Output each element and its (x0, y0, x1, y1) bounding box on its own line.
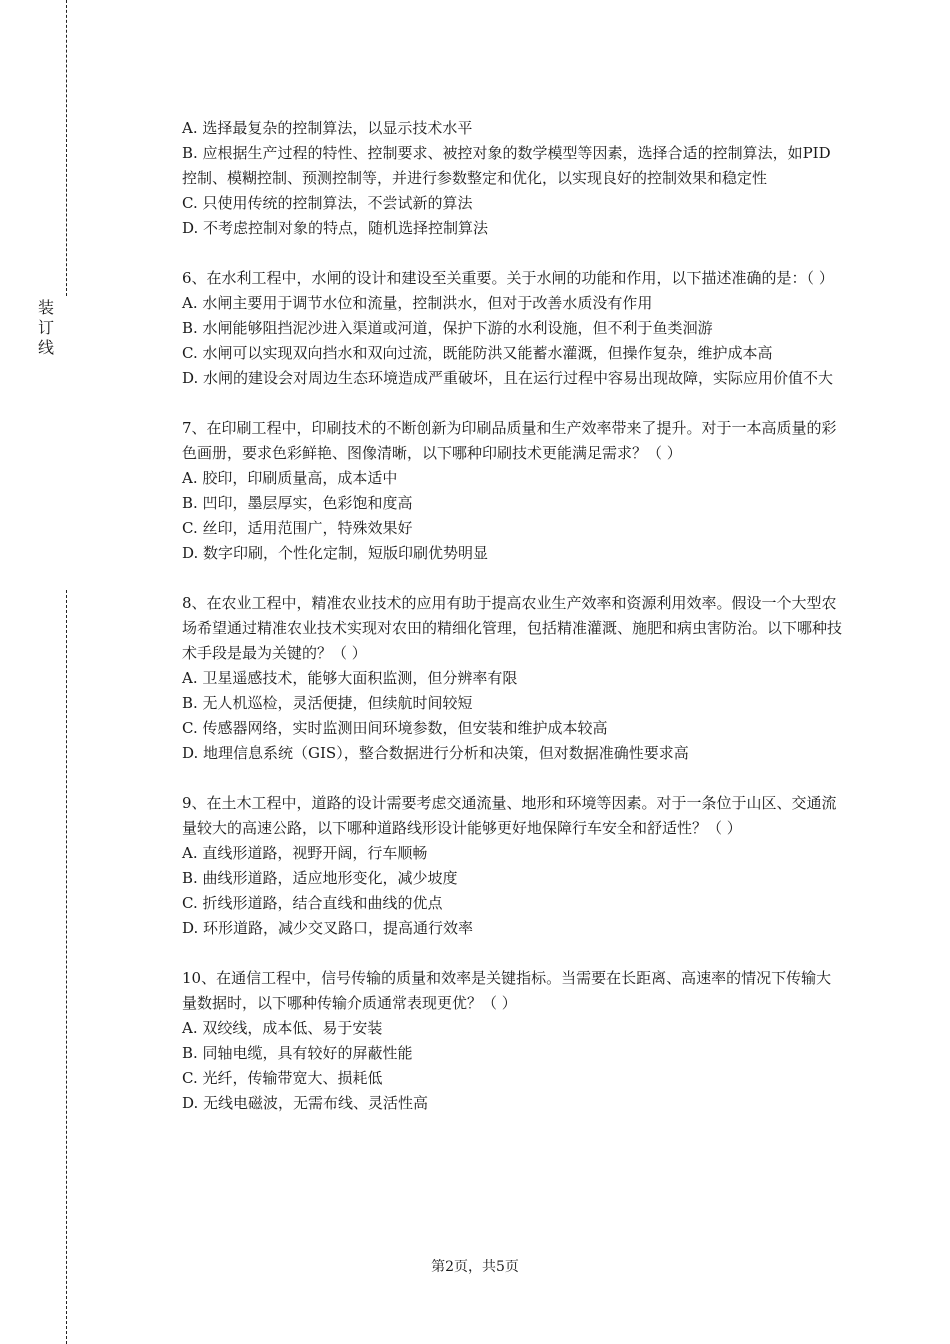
option-a: A. 直线形道路，视野开阔，行车顺畅 (182, 844, 428, 862)
option-b: B. 无人机巡检，灵活便捷，但续航时间较短 (182, 694, 473, 712)
option-c: C. 丝印，适用范围广，特殊效果好 (182, 519, 413, 537)
exam-content (182, 116, 842, 1141)
binding-label (36, 298, 56, 358)
binding-dashed-line-bottom (66, 590, 67, 1344)
option-d: D. 水闸的建设会对周边生态环境造成严重破坏，且在运行过程中容易出现故障，实际应用价值不大 (182, 369, 834, 387)
question-7 (182, 416, 842, 566)
option-b: B. 应根据生产过程的特性、控制要求、被控对象的数学模型等因素，选择合适的控制算法，如PID控制、模糊控制、预测控制等，并进行参数整定和优化，以实现良好的控制效果和稳定性 (182, 144, 831, 187)
option-a: A. 卫星遥感技术，能够大面积监测，但分辨率有限 (182, 669, 518, 687)
option-c: C. 折线形道路，结合直线和曲线的优点 (182, 894, 443, 912)
option-d: D. 数字印刷，个性化定制，短版印刷优势明显 (182, 544, 489, 562)
option-c: C. 水闸可以实现双向挡水和双向过流，既能防洪又能蓄水灌溉，但操作复杂，维护成本高 (182, 344, 773, 362)
option-a: A. 胶印，印刷质量高，成本适中 (182, 469, 398, 487)
question-stem: 9、在土木工程中，道路的设计需要考虑交通流量、地形和环境等因素。对于一条位于山区、交通流量较大的高速公路，以下哪种道路线形设计能够更好地保障行车安全和舒适性？（ ） (182, 794, 837, 837)
question-stem: 10、在通信工程中，信号传输的质量和效率是关键指标。当需要在长距离、高速率的情况下传输大量数据时，以下哪种传输介质通常表现更优？（ ） (182, 969, 832, 1012)
question-9 (182, 791, 842, 941)
question-10 (182, 966, 842, 1116)
binding-char: 订 (37, 318, 54, 337)
option-d: D. 地理信息系统（GIS），整合数据进行分析和决策，但对数据准确性要求高 (182, 744, 689, 762)
page-number: 第2页，共5页 (431, 1259, 519, 1275)
option-b: B. 凹印，墨层厚实，色彩饱和度高 (182, 494, 413, 512)
option-d: D. 不考虑控制对象的特点，随机选择控制算法 (182, 219, 489, 237)
question-6 (182, 266, 842, 391)
option-c: C. 只使用传统的控制算法，不尝试新的算法 (182, 194, 473, 212)
option-c: C. 传感器网络，实时监测田间环境参数，但安装和维护成本较高 (182, 719, 608, 737)
option-b: B. 水闸能够阻挡泥沙进入渠道或河道，保护下游的水利设施，但不利于鱼类洄游 (182, 319, 713, 337)
binding-dashed-line-top (66, 0, 67, 296)
option-d: D. 环形道路，减少交叉路口，提高通行效率 (182, 919, 474, 937)
option-a: A. 双绞线，成本低、易于安装 (182, 1019, 383, 1037)
question-stem: 7、在印刷工程中，印刷技术的不断创新为印刷品质量和生产效率带来了提升。对于一本高质量的彩色画册，要求色彩鲜艳、图像清晰，以下哪种印刷技术更能满足需求？（ ） (182, 419, 837, 462)
option-b: B. 曲线形道路，适应地形变化，减少坡度 (182, 869, 458, 887)
binding-char: 线 (37, 338, 54, 357)
option-a: A. 选择最复杂的控制算法，以显示技术水平 (182, 119, 473, 137)
question-5-options (182, 116, 842, 241)
option-c: C. 光纤，传输带宽大、损耗低 (182, 1069, 383, 1087)
question-stem: 6、在水利工程中，水闸的设计和建设至关重要。关于水闸的功能和作用，以下描述准确的是：（ ） (182, 269, 834, 287)
option-a: A. 水闸主要用于调节水位和流量，控制洪水，但对于改善水质没有作用 (182, 294, 653, 312)
option-d: D. 无线电磁波，无需布线、灵活性高 (182, 1094, 429, 1112)
question-8 (182, 591, 842, 766)
question-stem: 8、在农业工程中，精准农业技术的应用有助于提高农业生产效率和资源利用效率。假设一个大型农场希望通过精准农业技术实现对农田的精细化管理，包括精准灌溉、施肥和病虫害防治。以下哪种技术手段是最为关键的？（ ） (182, 594, 843, 662)
option-b: B. 同轴电缆，具有较好的屏蔽性能 (182, 1044, 413, 1062)
binding-char: 装 (37, 298, 54, 317)
